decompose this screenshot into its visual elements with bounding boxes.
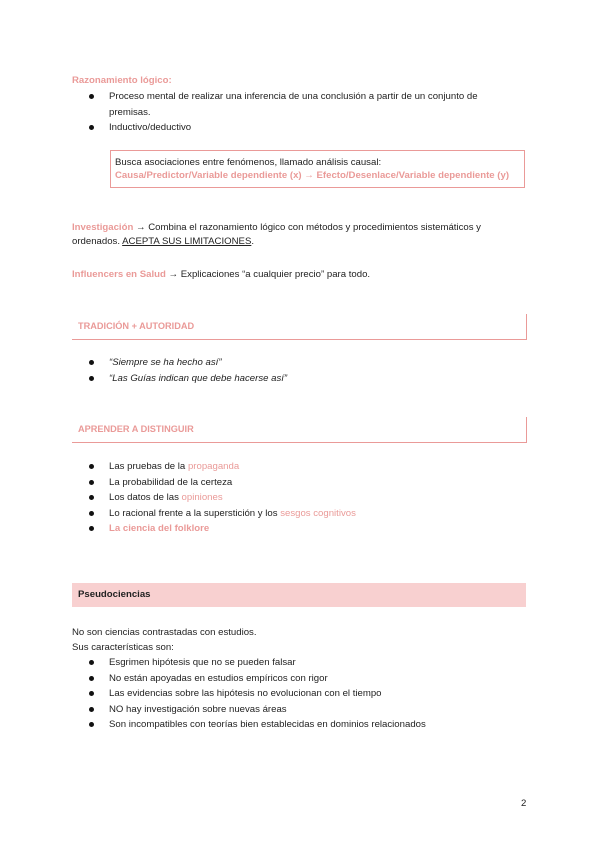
item-text: Lo racional frente a la superstición y los [109, 507, 281, 519]
list-item [84, 120, 524, 136]
item-text: La probabilidad de la certeza [109, 476, 233, 488]
callout-text: Busca asociaciones entre fenómenos, llamado análisis causal: [115, 157, 382, 168]
list-item [84, 655, 426, 671]
item-highlight: propaganda [187, 461, 240, 472]
item-text: Son incompatibles con teorías bien establecidas en dominios relacionados [109, 719, 426, 730]
investigacion-paragraph [72, 221, 481, 249]
investigacion-text: → Combina el razonamiento lógico con métodos y procedimientos sistemáticos y [133, 222, 481, 233]
razonamiento-list [84, 89, 524, 136]
quote-text: “Las Guías indican que debe hacerse así” [109, 372, 288, 384]
razonamiento-heading: Razonamiento lógico: [72, 75, 172, 86]
pseudociencias-heading: Pseudociencias [78, 589, 151, 600]
influencers-label: Influencers en Salud [72, 269, 166, 280]
page-number: 2 [521, 798, 527, 809]
pseudociencias-intro [72, 625, 257, 655]
pseudociencias-list [84, 655, 426, 733]
investigacion-label: Investigación [72, 222, 134, 233]
bullet-text: Proceso mental de realizar una inferencia de una conclusión a partir de un conjunto de [109, 91, 478, 102]
list-item [84, 702, 426, 718]
item-highlight: sesgos cognitivos [280, 507, 356, 519]
list-item [84, 371, 287, 387]
investigacion-period: . [251, 236, 255, 247]
quote-text: “Siempre se ha hecho así” [109, 357, 222, 368]
list-item [84, 355, 287, 371]
item-text: Las evidencias sobre las hipótesis no evolucionan con el tiempo [109, 688, 382, 699]
bullet-text-cont: premisas. [109, 106, 151, 118]
list-item [84, 490, 356, 506]
pseudociencias-section-header [72, 583, 526, 607]
item-text: No están apoyadas en estudios empíricos con rigor [109, 672, 328, 684]
investigacion-text-cont: ordenados. [72, 236, 123, 247]
causal-analysis-callout [110, 150, 525, 188]
aprender-heading: APRENDER A DISTINGUIR [78, 424, 194, 434]
list-item [84, 686, 426, 702]
intro-line: Sus características son: [72, 642, 174, 653]
item-text: Las pruebas de la [109, 461, 188, 472]
limitaciones-emphasis: ACEPTA SUS LIMITACIONES [122, 236, 252, 247]
tradicion-list [84, 355, 287, 386]
list-item [84, 521, 356, 537]
list-item [84, 671, 426, 687]
aprender-list [84, 459, 356, 537]
aprender-section-header [72, 417, 527, 443]
tradicion-section-header [72, 314, 527, 340]
list-item [84, 717, 426, 733]
list-item [84, 89, 524, 120]
bullet-text: Inductivo/deductivo [109, 122, 192, 133]
list-item [84, 459, 356, 475]
item-text: NO hay investigación sobre nuevas áreas [109, 703, 287, 715]
tradicion-heading: TRADICIÓN + AUTORIDAD [78, 321, 195, 331]
list-item [84, 475, 356, 491]
item-highlight: opiniones [181, 492, 223, 503]
item-text: Los datos de las [109, 492, 182, 503]
item-text: Esgrimen hipótesis que no se pueden falsar [109, 657, 296, 668]
intro-line: No son ciencias contrastadas con estudios. [72, 627, 257, 638]
influencers-paragraph [72, 268, 370, 282]
influencers-text: → Explicaciones “a cualquier precio” para todo. [165, 269, 371, 280]
list-item [84, 506, 356, 522]
item-highlight: La ciencia del folklore [109, 523, 210, 534]
callout-causal-chain: Causa/Predictor/Variable dependiente (x) → Efecto/Desenlace/Variable dependiente (y) [115, 170, 510, 181]
